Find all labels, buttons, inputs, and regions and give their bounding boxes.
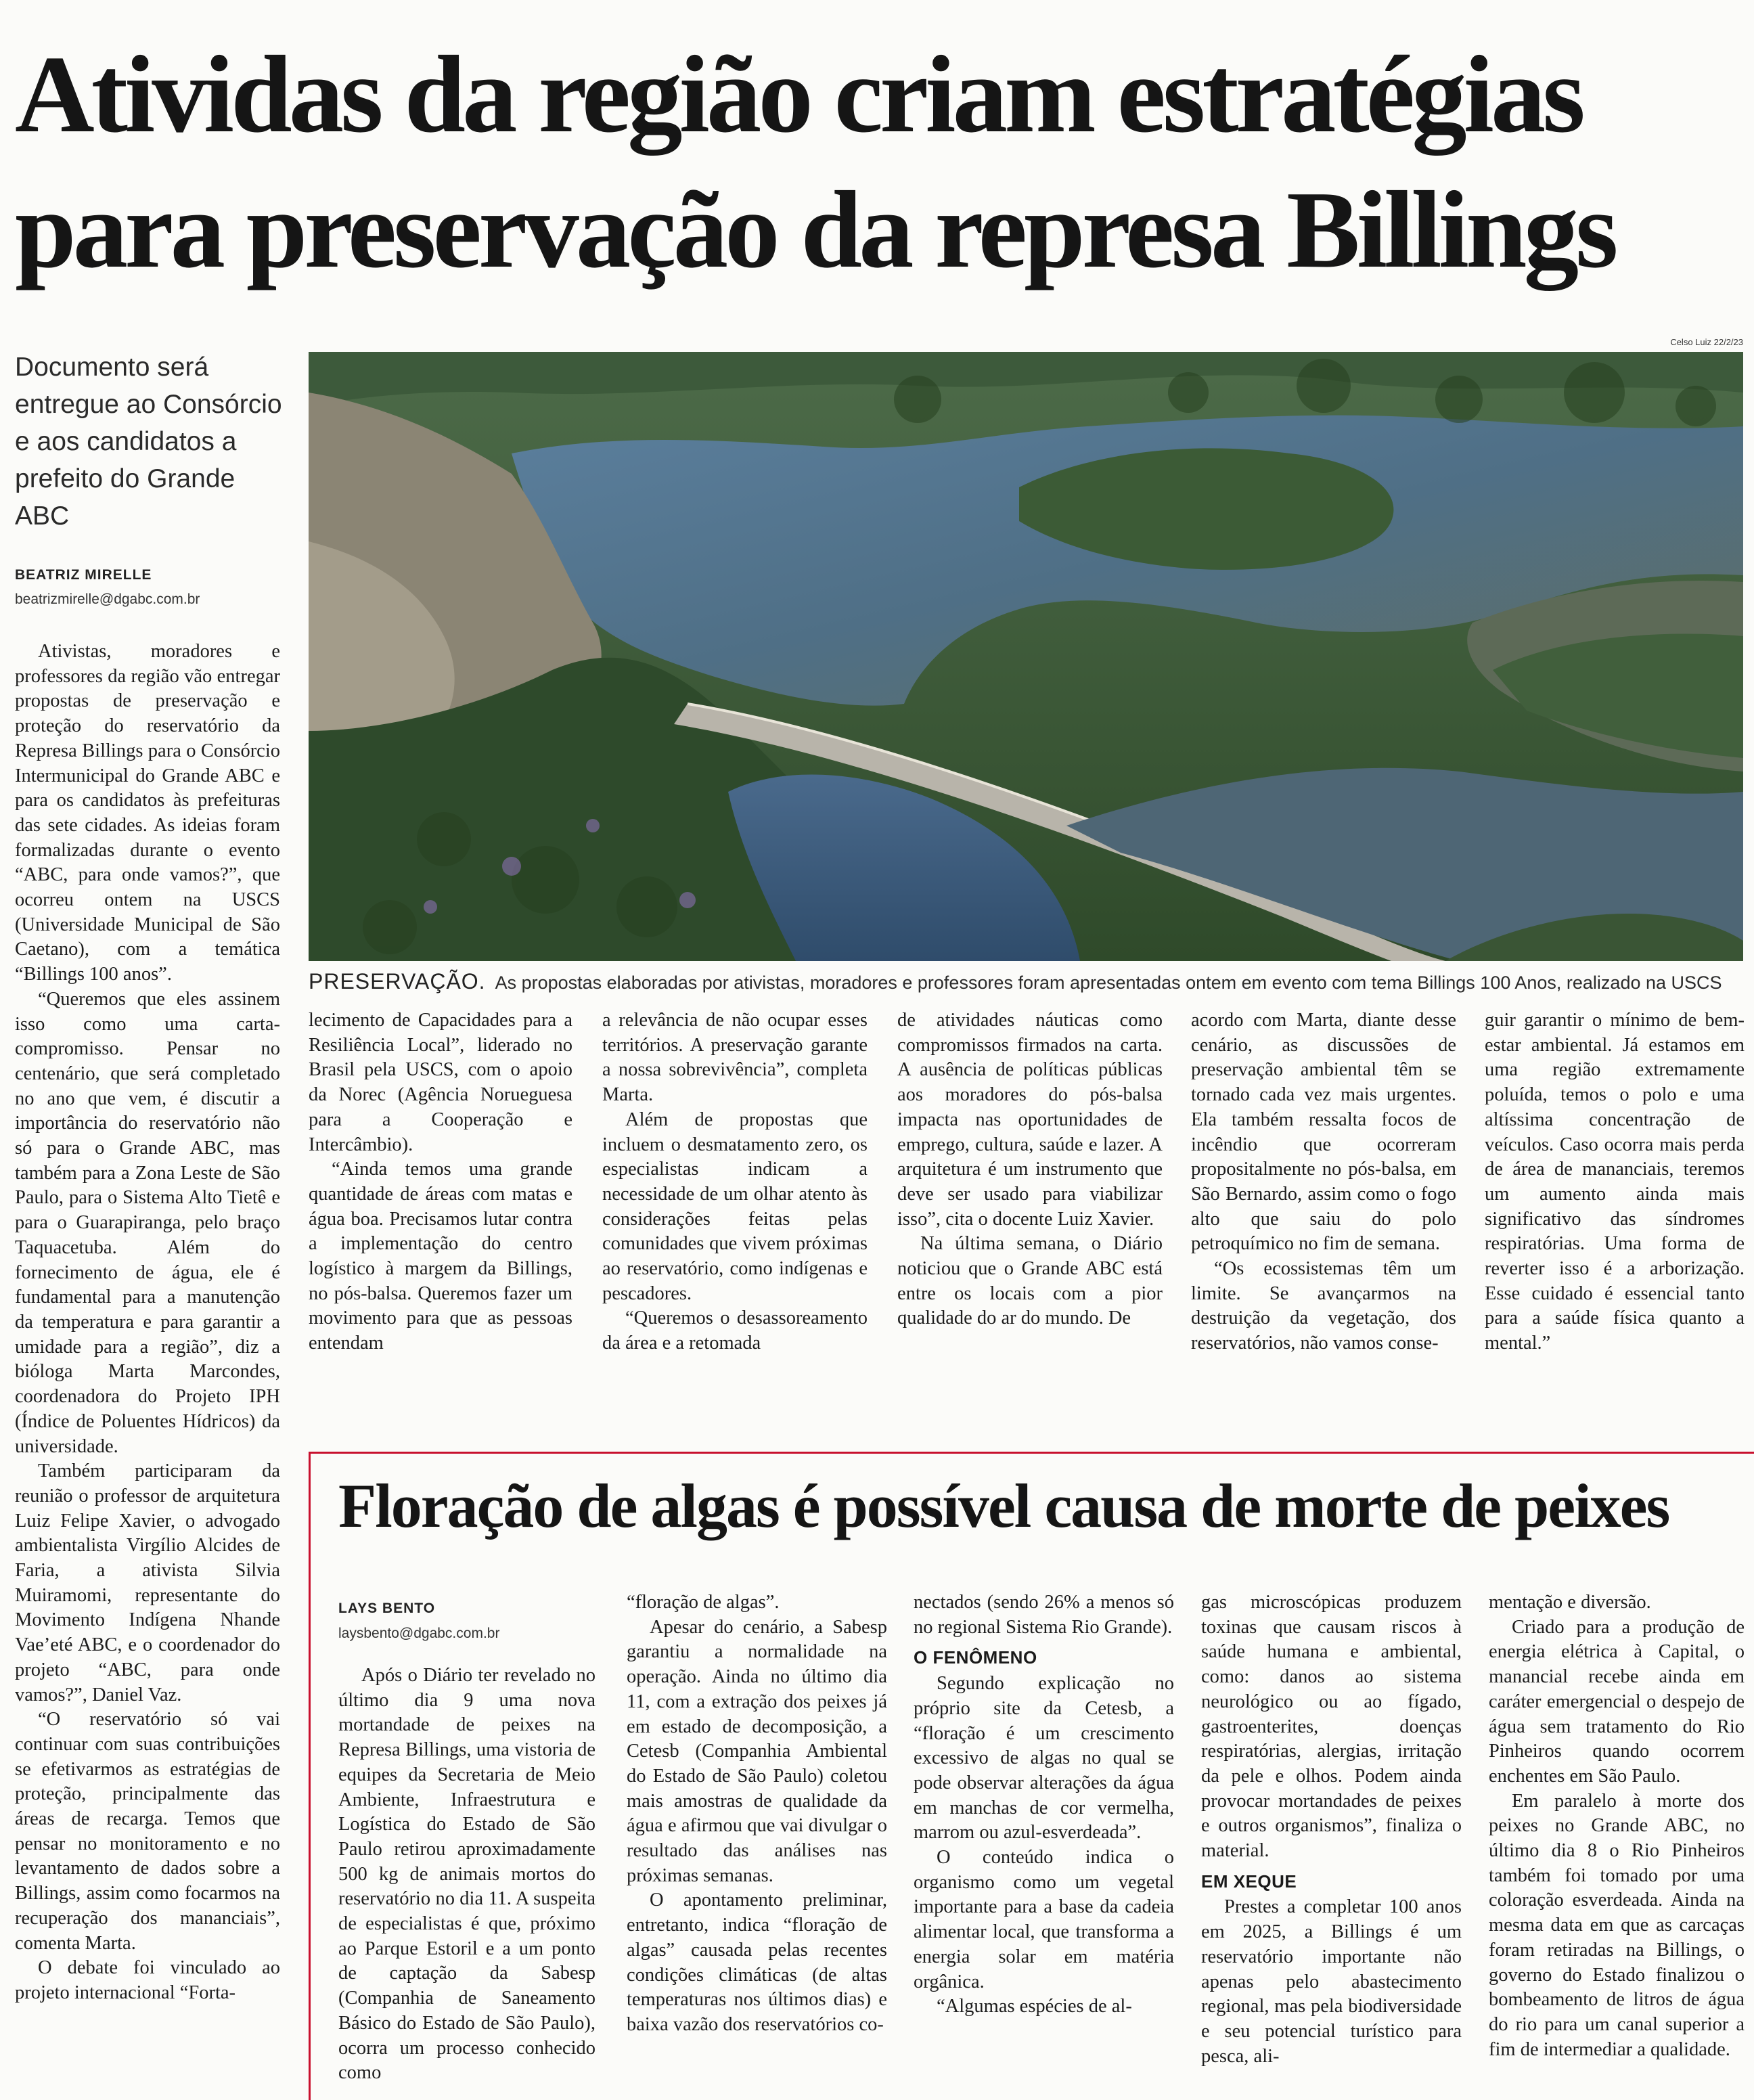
paragraph: Também participaram da reunião o professor de arquitetura Luiz Felipe Xavier, o advogado ambientalista Virgílio Alcides de Faria, a ativista Silvia Muiramomi, representante do Movimento Indígena Nhande Vae’eté ABC, e o coordenador do projeto “ABC, para onde vamos?”, Daniel Vaz. — [15, 1460, 280, 1705]
paragraph: “O reservatório só vai continuar com suas contribuições se efetivarmos as estratégias de proteção, principalmente das áreas de recarga. Temos que pensar no monitoramento e no levantamento de dados sobre a Billings, assim como focarmos na recuperação dos mananciais”, comenta Marta. — [15, 1709, 280, 1954]
byline-algae: LAYS BENTO — [338, 1601, 436, 1616]
algae-column-2 — [627, 1590, 887, 2038]
paragraph: lecimento de Capacidades para a Resiliência Local”, liderado no Brasil pela USCS, com o apoio da Norec (Agência Norueguesa para a Cooperação e Intercâmbio). — [309, 1010, 572, 1155]
author-email: beatrizmirelle@dgabc.com.br — [15, 591, 200, 607]
photo-caption — [309, 969, 1747, 994]
subheading-em-xeque: EM XEQUE — [1201, 1871, 1297, 1892]
article-column-3 — [602, 1008, 868, 1356]
caption-text: As propostas elaboradas por ativistas, moradores e professores foram apresentadas ontem em evento com tema Billings 100 Anos, realizado na USCS — [495, 973, 1722, 993]
photo-credit: Celso Luiz 22/2/23 — [1670, 337, 1743, 347]
paragraph: “Os ecossistemas têm um limite. Se avançarmos na destruição da vegetação, dos reservatórios, não vamos conse- — [1191, 1258, 1456, 1354]
algae-column-4 — [1201, 1590, 1462, 2069]
paragraph: O apontamento preliminar, entretanto, indica “floração de algas” causada pelas recentes condições climáticas (de altas temperaturas nos últimos dias) e baixa vazão dos reservatórios co- — [627, 1890, 887, 2035]
paragraph: Apesar do cenário, a Sabesp garantiu a normalidade na operação. Ainda no último dia 11, com a extração dos peixes já em estado de decomposição, a Cetesb (Companhia Ambiental do Estado de São Paulo) coletou mais amostras de qualidade da água e afirmou que vai divulgar o resultado das análises nas próximas semanas. — [627, 1616, 887, 1886]
paragraph: Após o Diário ter revelado no último dia 9 uma nova mortandade de peixes na Represa Billings, uma vistoria de equipes da Secretaria de Meio Ambiente, Infraestrutura e Logística do Estado de São Paulo retirou aproximadamente 500 kg de animais mortos do reservatório no dia 11. A suspeita de especialistas é que, próximo ao Parque Estoril e a um ponto de captação da Sabesp (Companhia de Saneamento Básico do Estado de São Paulo), ocorra um processo conhecido como — [338, 1665, 595, 2084]
paragraph: nectados (sendo 26% a menos só no regional Sistema Rio Grande). — [914, 1592, 1174, 1638]
paragraph: “Algumas espécies de al- — [937, 1996, 1132, 2017]
paragraph: O conteúdo indica o organismo como um vegetal importante para a base da cadeia alimentar local, que transforma a energia solar em matéria orgânica. — [914, 1847, 1174, 1992]
article-column-6 — [1485, 1008, 1745, 1356]
paragraph: Além de propostas que incluem o desmatamento zero, os especialistas indicam a necessidade de um olhar atento às considerações feitas pelas comunidades que vivem próximas ao reservatório, como indígenas e pescadores. — [602, 1109, 868, 1304]
section-rule — [309, 1452, 1754, 1454]
article-column-5 — [1191, 1008, 1456, 1356]
headline-line-2: para preservação da represa Billings — [15, 169, 1615, 291]
author-email-algae: laysbento@dgabc.com.br — [338, 1626, 500, 1641]
paragraph: gas microscópicas produzem toxinas que causam riscos à saúde humana e ambiental, como: danos ao sistema neurológico ou ao fígado, gastroenterites, doenças respiratórias, alergias, irritação da pele e olhos. Podem ainda provocar mortandades de peixes e outros organismos”, finaliza o material. — [1201, 1592, 1462, 1862]
algae-column-5 — [1489, 1590, 1745, 2062]
paragraph: “Ainda temos uma grande quantidade de áreas com matas e água boa. Precisamos lutar contra a implementação do centro logístico à margem da Billings, no pós-balsa. Queremos fazer um movimento para que as pessoas entendam — [309, 1159, 572, 1354]
subheading-fenomeno: O FENÔMENO — [914, 1647, 1037, 1668]
paragraph: Criado para a produção de energia elétrica à Capital, o manancial recebe ainda em caráter emergencial o despejo de água sem tratamento do Rio Pinheiros quando ocorrem enchentes em São Paulo. — [1489, 1616, 1745, 1787]
aerial-photo-billings-reservoir — [309, 352, 1743, 961]
deck-subheadline: Documento será entregue ao Consórcio e aos candidatos a prefeito do Grande ABC — [15, 353, 282, 531]
article-column-2 — [309, 1008, 572, 1356]
article-column-1 — [15, 640, 280, 2006]
paragraph: a relevância de não ocupar esses territórios. A preservação garante a nossa sobrevivência”, completa Marta. — [602, 1010, 868, 1106]
paragraph: “Queremos o desassoreamento da área e a retomada — [602, 1308, 868, 1354]
paragraph: acordo com Marta, diante desse cenário, as discussões de preservação ambiental têm se tornado cada vez mais urgentes. Ela também ressalta focos de incêndio que ocorreram propositalmente no pós-balsa, em São Bernardo, assim como o fogo alto que saiu do polo petroquímico no fim de semana. — [1191, 1010, 1456, 1255]
paragraph: Segundo explicação no próprio site da Cetesb, a “floração é um crescimento excessivo de algas no qual se pode observar alterações da água em manchas de cor vermelha, marrom ou azul-esverdeada”. — [914, 1673, 1174, 1844]
paragraph: de atividades náuticas como compromissos firmados na carta. A ausência de políticas públicas aos moradores do pós-balsa impacta nas oportunidades de emprego, cultura, saúde e lazer. A arquitetura é um instrumento que deve ser usado para viabilizar isso”, cita o docente Luiz Xavier. — [897, 1010, 1163, 1230]
headline — [15, 27, 1747, 298]
headline-line-1: Atividas da região criam estratégias — [15, 34, 1582, 156]
headline-algae: Floração de algas é possível causa de morte de peixes — [338, 1471, 1669, 1540]
paragraph: “floração de algas”. — [627, 1592, 780, 1613]
paragraph: “Queremos que eles assinem isso como uma carta-compromisso. Pensar no centenário, que será completado no ano que vem, é discutir a importância do reservatório não só para o Grande ABC, mas também para a Zona Leste de São Paulo, para o Sistema Alto Tietê e para o Guarapiranga, pelo braço Taquacetuba. Além do fornecimento de água, ele é fundamental para a manutenção da temperatura e para garantir a umidade para a região”, diz a bióloga Marta Marcondes, coordenadora do Projeto IPH (Índice de Poluentes Hídricos) da universidade. — [15, 988, 280, 1457]
paragraph: Prestes a completar 100 anos em 2025, a Billings é um reservatório importante não apenas pelo abastecimento regional, mas pela biodiversidade e seu potencial turístico para pesca, ali- — [1201, 1896, 1462, 2067]
paragraph: O debate foi vinculado ao projeto internacional “Forta- — [15, 1957, 280, 2003]
paragraph: guir garantir o mínimo de bem-estar ambiental. Já estamos em uma região extremamente poluída, temos o polo e uma altíssima concentração de veículos. Caso ocorra mais perda de área de mananciais, teremos um aumento ainda mais significativo das síndromes respiratórias. Uma forma de reverter isso é a arborização. Esse cuidado é essencial tanto para a saúde física quanto a mental.” — [1485, 1010, 1745, 1354]
algae-column-3 — [914, 1590, 1174, 2019]
byline: BEATRIZ MIRELLE — [15, 567, 152, 583]
article-column-4 — [897, 1008, 1163, 1331]
paragraph: Ativistas, moradores e professores da região vão entregar propostas de preservação e proteção do reservatório da Represa Billings para o Consórcio Intermunicipal do Grande ABC e para os candidatos às prefeituras das sete cidades. As ideias foram formalizadas durante o evento “ABC, para onde vamos?”, que ocorreu ontem na USCS (Universidade Municipal de São Caetano), com a temática “Billings 100 anos”. — [15, 641, 280, 985]
algae-column-1 — [338, 1663, 595, 2086]
paragraph: Na última semana, o Diário noticiou que o Grande ABC está entre os locais com a pior qualidade do ar do mundo. De — [897, 1233, 1163, 1329]
paragraph: Em paralelo à morte dos peixes no Grande ABC, no último dia 8 o Rio Pinheiros também foi tomado por uma coloração esverdeada. Ainda na mesma data em que as carcaças foram retiradas na Billings, o governo do Estado finalizou o bombeamento de litros de água do rio para um canal superior a fim de intermediar a qualidade. — [1489, 1790, 1745, 2060]
paragraph: mentação e diversão. — [1489, 1592, 1651, 1613]
caption-lead: PRESERVAÇÃO. — [309, 969, 486, 993]
section-rule-vertical — [309, 1452, 311, 2100]
